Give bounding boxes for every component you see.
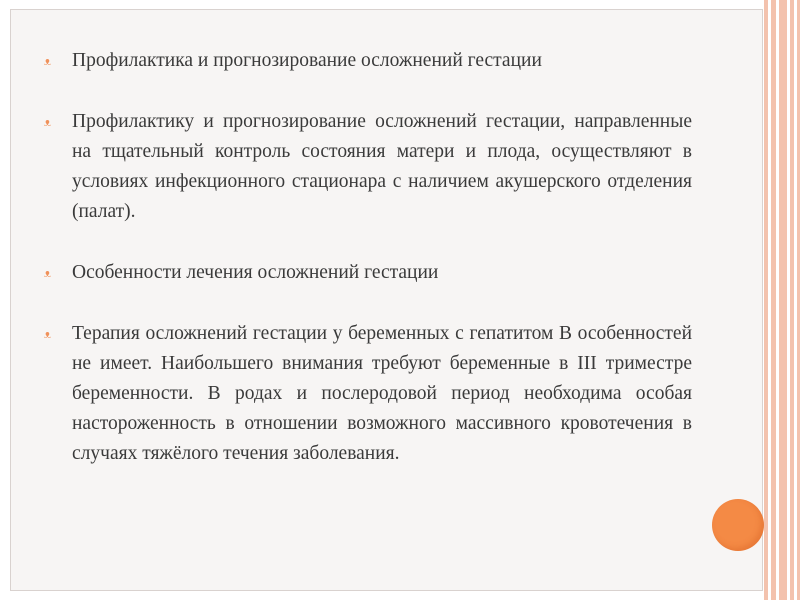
bullet-icon: ᴥ (44, 326, 52, 341)
bullet-item-treatment-heading (42, 258, 692, 288)
decorative-stripe (779, 0, 787, 600)
bullet-icon: ᴥ (44, 114, 52, 129)
bullet-item-prevention-text (42, 107, 692, 227)
decorative-stripe (790, 0, 794, 600)
decorative-circle (712, 499, 764, 551)
bullet-item-treatment-text (42, 319, 692, 469)
decorative-stripe (764, 0, 768, 600)
bullet-icon: ᴥ (44, 53, 52, 68)
bullet-icon: ᴥ (44, 265, 52, 280)
bullet-text: Терапия осложнений гестации у беременных с гепатитом В особенностей не имеет. Наибольшего внимания требуют беременные в III триместре беременности. В родах и послеродовой период необходима особая настороженность в отношении возможного массивного кровотечения в случаях тяжёлого течения заболевания. (72, 323, 692, 464)
bullet-item-prevention-heading (42, 46, 692, 76)
bullet-text: Профилактику и прогнозирование осложнений гестации, направленные на тщательный контроль состояния матери и плода, осуществляют в условиях инфекционного стационара с наличием акушерского отделения (палат). (72, 111, 692, 222)
decorative-stripe (771, 0, 776, 600)
slide-content (42, 46, 692, 500)
bullet-text: Профилактика и прогнозирование осложнений гестации (72, 50, 542, 71)
bullet-text: Особенности лечения осложнений гестации (72, 262, 439, 283)
